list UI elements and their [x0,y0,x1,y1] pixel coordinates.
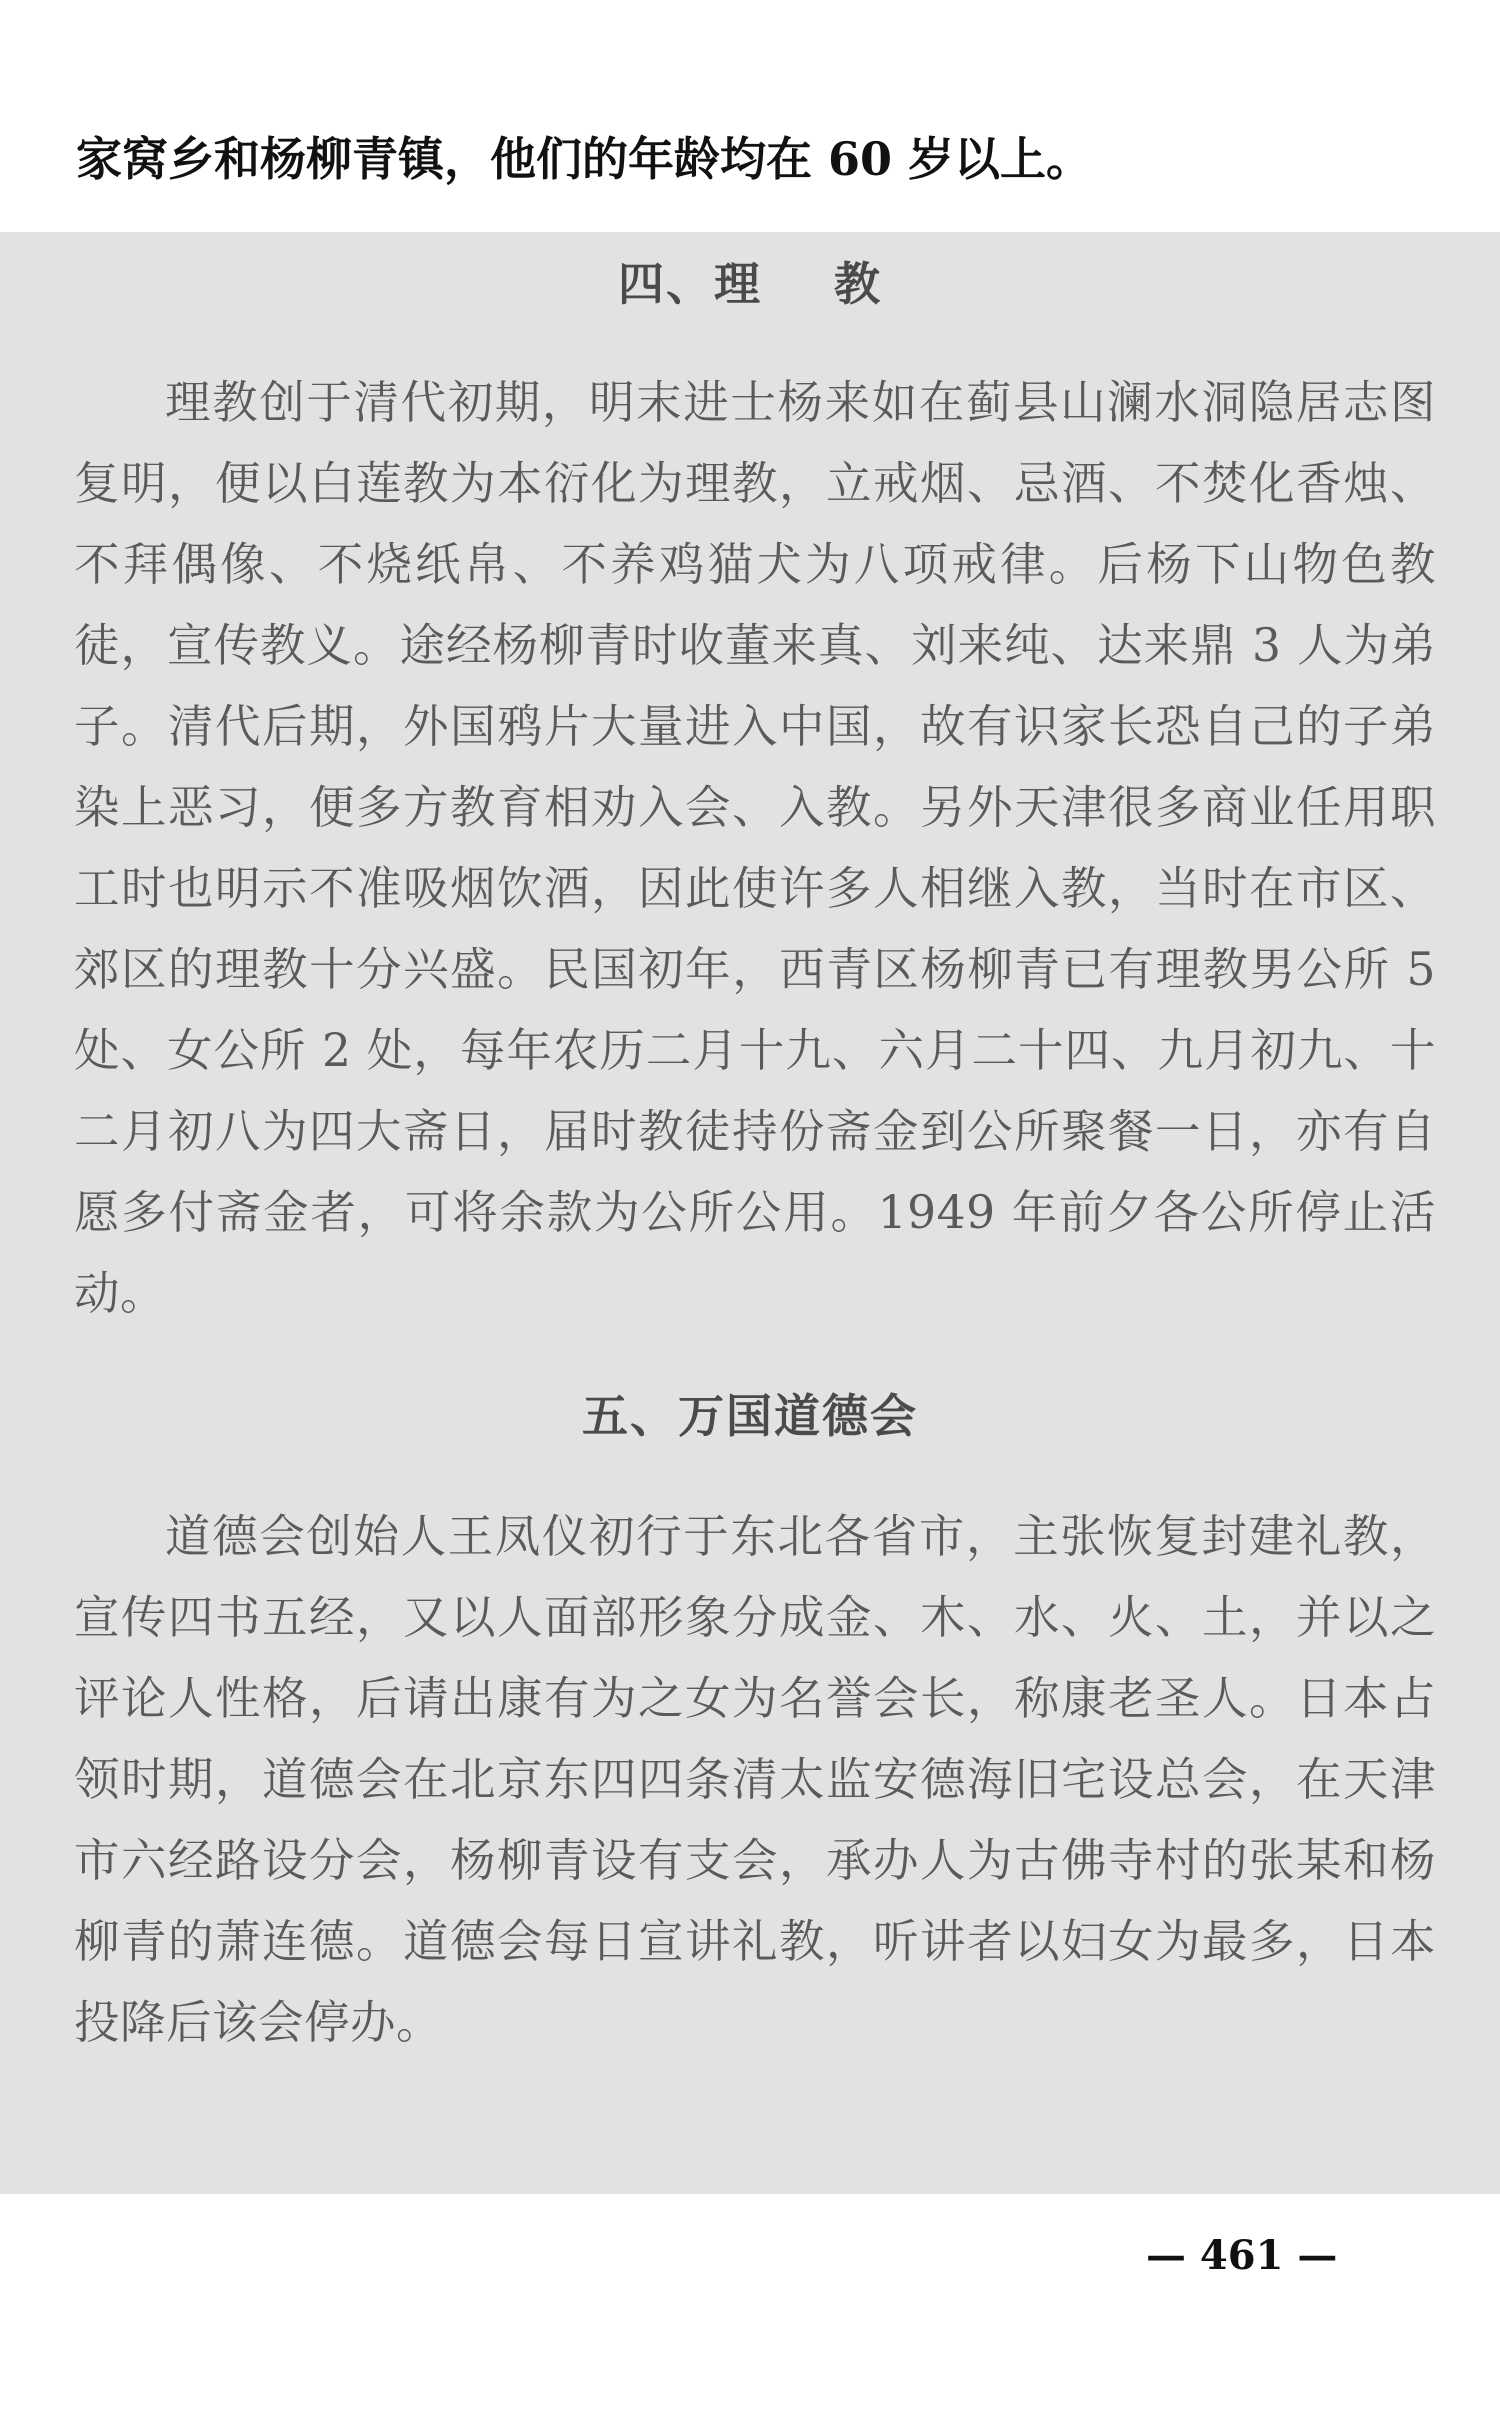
continuation-text: 家窝乡和杨柳青镇，他们的年龄均在 60 岁以上。 [76,132,1093,186]
section-heading-wanguo-daode-hui: 五、万国道德会 [582,1389,918,1443]
section-heading-li-jiao: 四、理 教 [617,257,883,311]
page-number: — 461 — [1146,2232,1338,2279]
section-paragraph-wanguo-daode-hui: 道德会创始人王凤仪初行于东北各省市，主张恢复封建礼教，宣传四书五经，又以人面部形象分成金、木、水、火、土，并以之评论人性格，后请出康有为之女为名誉会长，称康老圣人。日本占领时期，道德会在北京东四四条清太监安德海旧宅设总会，在天津市六经路设分会，杨柳青设有支会，承办人为古佛寺村的张某和杨柳青的萧连德。道德会每日宣讲礼教，听讲者以妇女为最多，日本投降后该会停办。 [74,1510,1436,2049]
section-paragraph-li-jiao: 理教创于清代初期，明末进士杨来如在蓟县山澜水洞隐居志图复明，便以白莲教为本衍化为理教，立戒烟、忌酒、不焚化香烛、不拜偶像、不烧纸帛、不养鸡猫犬为八项戒律。后杨下山物色教徒，宣传教义。途经杨柳青时收董来真、刘来纯、达来鼎 3 人为弟子。清代后期，外国鸦片大量进入中国，故有识家长恐自己的子弟染上恶习，便多方教育相劝入会、入教。另外天津很多商业任用职工时也明示不准吸烟饮酒，因此使许多人相继入教，当时在市区、郊区的理教十分兴盛。民国初年，西青区杨柳青已有理教男公所 5 处、女公所 2 处，每年农历二月十九、六月二十四、九月初九、十二月初八为四大斋日，届时教徒持份斋金到公所聚餐一日，亦有自愿多付斋金者，可将余款为公所公用。1949 年前夕各公所停止活动。 [74,376,1436,1320]
